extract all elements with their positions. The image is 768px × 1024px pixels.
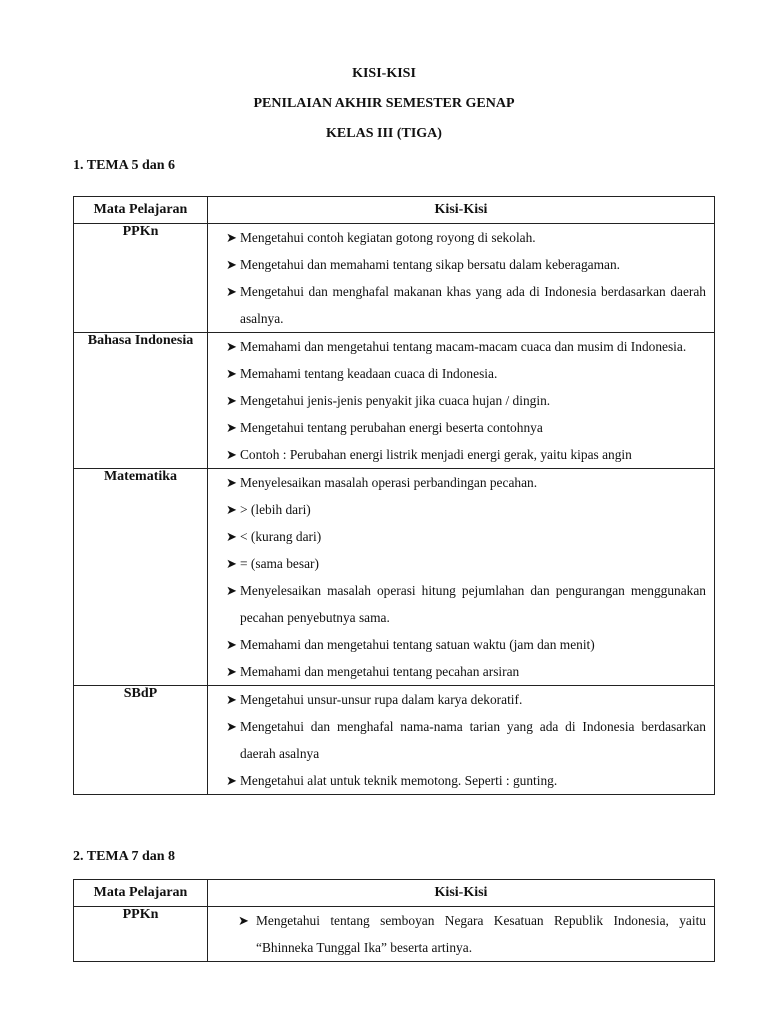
list-item-text: Mengetahui dan memahami tentang sikap bersatu dalam keberagaman. <box>240 257 621 272</box>
list-item-text: Mengetahui dan menghafal makanan khas yang ada di Indonesia berdasarkan daerah asalnya. <box>240 284 706 326</box>
table-row <box>74 907 715 962</box>
col-header-subject: Mata Pelajaran <box>74 197 208 224</box>
list-item <box>208 686 706 713</box>
list-item <box>208 469 706 496</box>
list-item <box>208 767 706 794</box>
arrowhead-bullet-icon: ➤ <box>226 257 237 272</box>
arrowhead-bullet-icon: ➤ <box>226 719 237 734</box>
list-item-text: Mengetahui alat untuk teknik memotong. Seperti : gunting. <box>240 773 558 788</box>
kisi-cell <box>208 224 715 333</box>
arrowhead-bullet-icon: ➤ <box>226 447 237 462</box>
arrowhead-bullet-icon: ➤ <box>238 913 249 928</box>
list-item-text: Mengetahui unsur-unsur rupa dalam karya dekoratif. <box>240 692 523 707</box>
doc-title: KISI-KISI <box>352 66 416 81</box>
doc-subtitle: PENILAIAN AKHIR SEMESTER GENAP <box>253 96 515 111</box>
list-item <box>208 333 706 360</box>
list-item <box>208 577 706 631</box>
list-item <box>208 360 706 387</box>
subject-cell: PPKn <box>74 907 208 962</box>
section2-title: 2. TEMA 7 dan 8 <box>73 849 176 864</box>
arrowhead-bullet-icon: ➤ <box>226 502 237 517</box>
list-item <box>208 523 706 550</box>
list-item <box>208 907 706 961</box>
list-item-text: Memahami dan mengetahui tentang macam-macam cuaca dan musim di Indonesia. <box>240 339 687 354</box>
subject-cell: SBdP <box>74 686 208 795</box>
col-header-subject: Mata Pelajaran <box>74 880 208 907</box>
arrowhead-bullet-icon: ➤ <box>226 556 237 571</box>
kisi-list <box>208 469 714 685</box>
list-item-text: < (kurang dari) <box>240 529 322 544</box>
col-header-kisi: Kisi-Kisi <box>208 880 715 907</box>
list-item <box>208 414 706 441</box>
list-item <box>208 441 706 468</box>
arrowhead-bullet-icon: ➤ <box>226 230 237 245</box>
subject-cell: PPKn <box>74 224 208 333</box>
list-item <box>208 224 706 251</box>
arrowhead-bullet-icon: ➤ <box>226 773 237 788</box>
list-item-text: Memahami dan mengetahui tentang satuan waktu (jam dan menit) <box>240 637 595 652</box>
list-item <box>208 631 706 658</box>
table-row <box>74 224 715 333</box>
subject-cell: Bahasa Indonesia <box>74 333 208 469</box>
list-item-text: Mengetahui dan menghafal nama-nama tarian yang ada di Indonesia berdasarkan daerah asalnya <box>240 719 706 761</box>
kisi-cell <box>208 907 715 962</box>
list-item-text: Menyelesaikan masalah operasi perbandingan pecahan. <box>240 475 538 490</box>
list-item-text: Mengetahui tentang perubahan energi beserta contohnya <box>240 420 543 435</box>
arrowhead-bullet-icon: ➤ <box>226 475 237 490</box>
list-item-text: > (lebih dari) <box>240 502 311 517</box>
list-item <box>208 251 706 278</box>
list-item-text: Contoh : Perubahan energi listrik menjadi energi gerak, yaitu kipas angin <box>240 447 632 462</box>
arrowhead-bullet-icon: ➤ <box>226 692 237 707</box>
list-item <box>208 278 706 332</box>
section2-table <box>73 879 715 962</box>
arrowhead-bullet-icon: ➤ <box>226 284 237 299</box>
subject-cell: Matematika <box>74 469 208 686</box>
table-header-row <box>74 880 715 907</box>
arrowhead-bullet-icon: ➤ <box>226 529 237 544</box>
list-item-text: = (sama besar) <box>240 556 319 571</box>
list-item <box>208 387 706 414</box>
arrowhead-bullet-icon: ➤ <box>226 420 237 435</box>
list-item-text: Mengetahui contoh kegiatan gotong royong di sekolah. <box>240 230 536 245</box>
arrowhead-bullet-icon: ➤ <box>226 583 237 598</box>
list-item-text: Memahami tentang keadaan cuaca di Indonesia. <box>240 366 498 381</box>
list-item <box>208 550 706 577</box>
list-item-text: Memahami dan mengetahui tentang pecahan arsiran <box>240 664 520 679</box>
kisi-list <box>208 686 714 794</box>
kisi-list <box>208 907 714 961</box>
list-item <box>208 713 706 767</box>
table-header-row <box>74 197 715 224</box>
arrowhead-bullet-icon: ➤ <box>226 393 237 408</box>
section1-title: 1. TEMA 5 dan 6 <box>73 158 176 173</box>
list-item-text: Mengetahui tentang semboyan Negara Kesatuan Republik Indonesia, yaitu “Bhinneka Tunggal Ika” beserta artinya. <box>256 913 706 955</box>
kisi-list <box>208 224 714 332</box>
list-item <box>208 496 706 523</box>
arrowhead-bullet-icon: ➤ <box>226 664 237 679</box>
kisi-list <box>208 333 714 468</box>
col-header-kisi: Kisi-Kisi <box>208 197 715 224</box>
list-item-text: Mengetahui jenis-jenis penyakit jika cuaca hujan / dingin. <box>240 393 551 408</box>
section1-table <box>73 196 715 795</box>
arrowhead-bullet-icon: ➤ <box>226 637 237 652</box>
table-row <box>74 686 715 795</box>
doc-class: KELAS III (TIGA) <box>326 126 442 141</box>
list-item <box>208 658 706 685</box>
arrowhead-bullet-icon: ➤ <box>226 339 237 354</box>
kisi-cell <box>208 333 715 469</box>
kisi-cell <box>208 469 715 686</box>
arrowhead-bullet-icon: ➤ <box>226 366 237 381</box>
list-item-text: Menyelesaikan masalah operasi hitung pejumlahan dan pengurangan menggunakan pecahan penyebutnya sama. <box>240 583 706 625</box>
table-row <box>74 333 715 469</box>
table-row <box>74 469 715 686</box>
kisi-cell <box>208 686 715 795</box>
